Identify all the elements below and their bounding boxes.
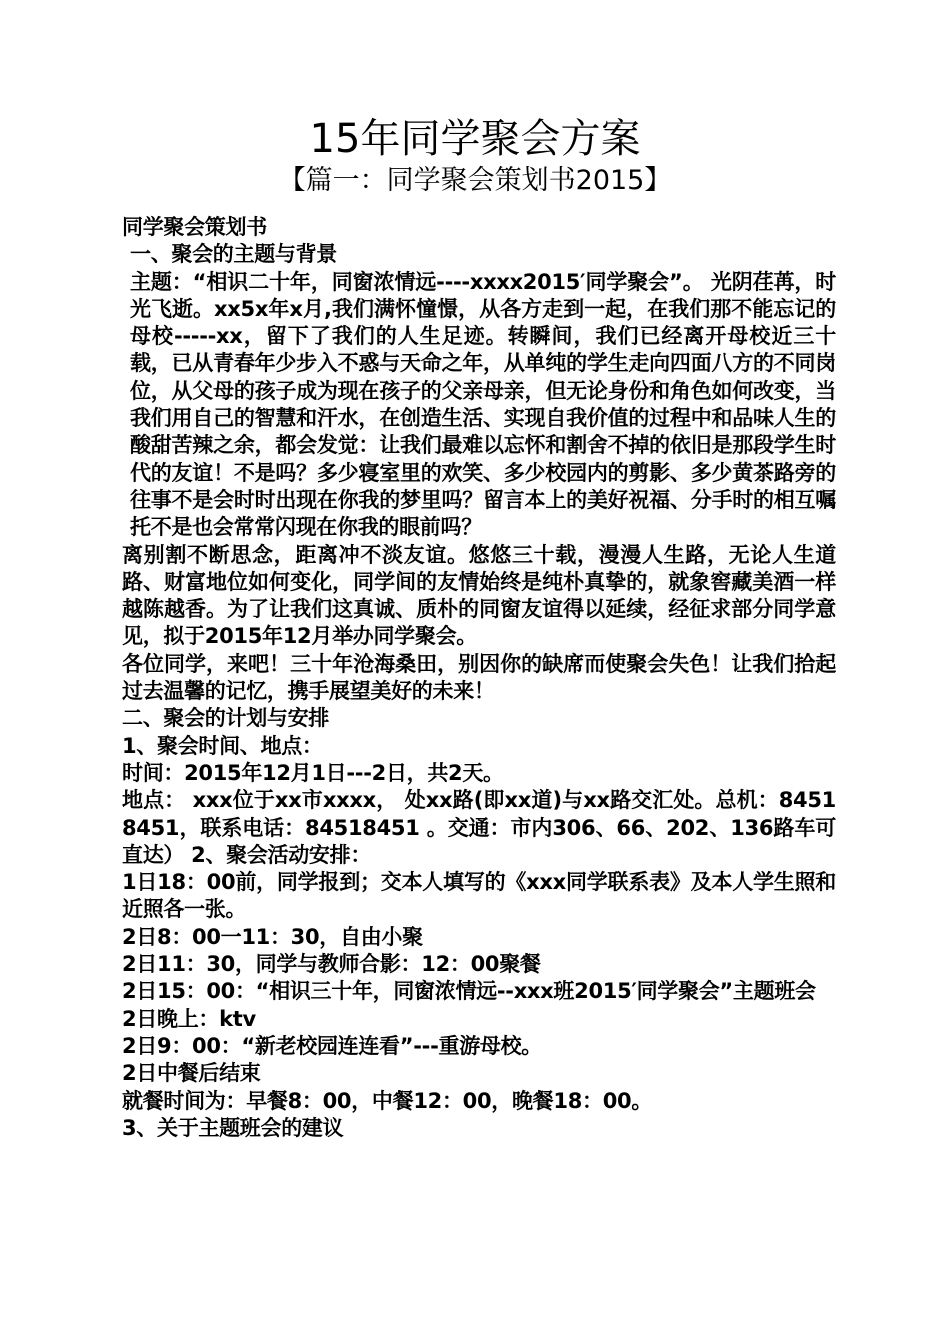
subheading-time-place: 1、聚会时间、地点： [122,733,323,758]
schedule-item: 2日9：00：“新老校园连连看”---重游母校。 [122,1033,542,1058]
schedule-item: 2日11：30，同学与教师合影：12：00聚餐 [122,952,541,977]
paragraph-time: 时间：2015年12月1日---2日，共2天。 [122,760,504,785]
paragraph-invitation: 各位同学，来吧！三十年沧海桑田，别因你的缺席而使聚会失色！让我们拾起过去温馨的记忆，携手展望美好的未来！ [122,651,836,704]
paragraph-friendship: 离别割不断思念，距离冲不淡友谊。悠悠三十载，漫漫人生路，无论人生道路、财富地位如何变化，同学间的友情始终是纯朴真挚的，就象窖藏美酒一样越陈越香。为了让我们这真诚、质朴的同窗友谊得以延续，经征求部分同学意见，拟于2015年12月举办同学聚会。 [122,542,836,649]
schedule-item: 2日8：00一11：30，自由小聚 [122,924,423,949]
section-heading-theme: 一、聚会的主题与背景 [130,242,337,267]
document-subtitle: 【篇一：同学聚会策划书2015】 [278,165,672,196]
paragraph-theme: 主题：“相识二十年，同窗浓情远----xxxx2015′同学聚会”。 光阴荏苒，时光飞逝。xx5x年x月,我们满怀憧憬，从各方走到一起，在我们那不能忘记的母校-----xx，留下了我们的人生足迹。转瞬间，我们已经离开母校近三十载，已从青春年少步入不惑与天命之年，从单纯的学生走向四面八方的不同岗位，从父母的孩子成为现在孩子的父亲母亲，但无论身份和角色如何改变，当我们用自己的智慧和汗水，在创造生活、实现自我价值的过程中和品味人生的酸甜苦辣之余，都会发觉：让我们最难以忘怀和割舍不掉的依旧是那段学生时代的友谊！不是吗？多少寝室里的欢笑、多少校园内的剪影、多少黄茶路旁的往事不是会时时出现在你我的梦里吗？留言本上的美好祝福、分手时的相互嘱托不是也会常常闪现在你我的眼前吗？ [130,269,836,540]
schedule-item: 2日中餐后结束 [122,1061,261,1086]
paragraph-meal-times: 就餐时间为：早餐8：00，中餐12：00，晚餐18：00。 [122,1088,653,1113]
section-heading-arrangements: 二、聚会的计划与安排 [122,706,329,731]
paragraph-place: 地点： xxx位于xx市xxxx， 处xx路(即xx道)与xx路交汇处。总机：84518451，联系电话：84518451 。交通：市内306、66、202、136路车可直达） 2、聚会活动安排： [122,788,836,867]
document-title: 15年同学聚会方案 [309,116,641,162]
schedule-item: 1日18：00前，同学报到；交本人填写的《xxx同学联系表》及本人学生照和近照各一张。 [122,870,836,922]
document-body [116,214,836,1142]
schedule-item: 2日晚上：ktv [122,1006,256,1031]
subheading-class-meeting: 3、关于主题班会的建议 [122,1115,344,1140]
section-heading-plan: 同学聚会策划书 [122,215,267,239]
schedule-item: 2日15：00：“相识三十年，同窗浓情远--xxx班2015′同学聚会”主题班会 [122,979,816,1004]
